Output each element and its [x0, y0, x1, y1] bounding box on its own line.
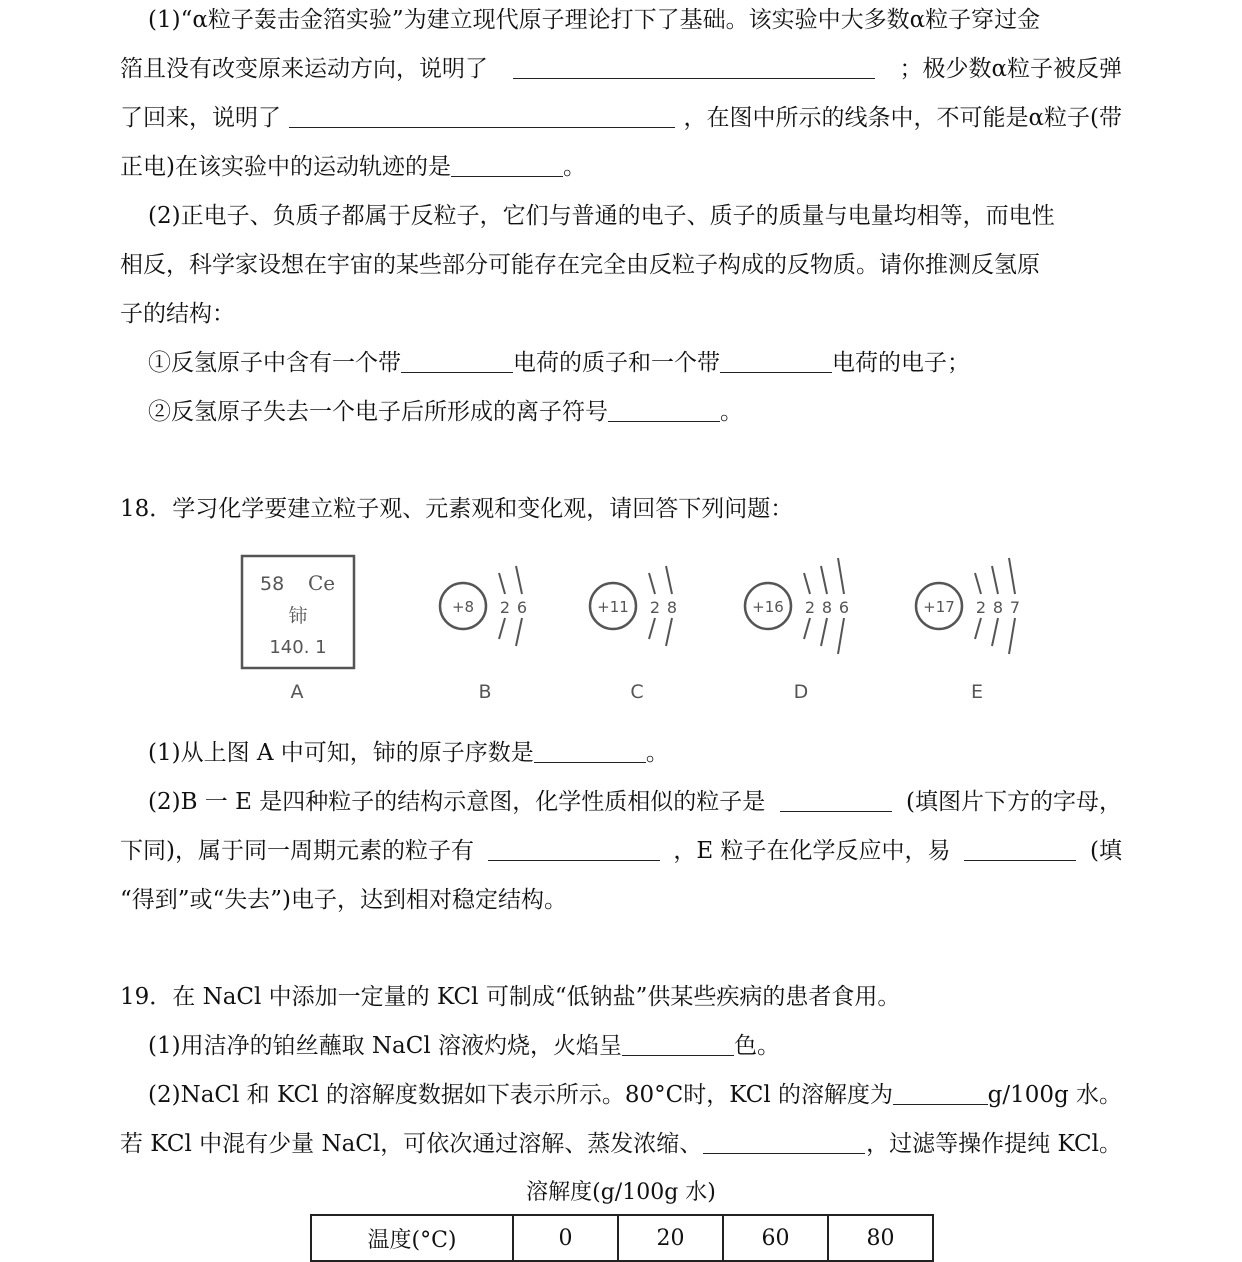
- q18-sub1: (1)从上图 A 中可知，铈的原子序数是 。: [148, 740, 669, 766]
- shell-electrons: 8: [992, 598, 1004, 617]
- answer-blank[interactable]: [451, 152, 563, 177]
- atom-diagram-e: [916, 558, 1020, 654]
- q18-stem: 18．学习化学要建立粒子观、元素观和变化观，请回答下列问题：: [120, 496, 794, 522]
- q19-sub1: (1)用洁净的铂丝蘸取 NaCl 溶液灼烧，火焰呈 色。: [148, 1033, 780, 1059]
- atomic-number: 58: [260, 573, 285, 595]
- nucleus-charge: +11: [597, 598, 629, 616]
- answer-blank[interactable]: [622, 1031, 734, 1056]
- atom-structure-figure: [230, 548, 1040, 708]
- label-c: C: [630, 681, 644, 703]
- shell-electrons: 2: [975, 598, 987, 617]
- q19-stem: 19．在 NaCl 中添加一定量的 KCl 可制成“低钠盐”供某些疾病的患者食用。: [120, 984, 901, 1010]
- answer-blank[interactable]: [289, 103, 675, 128]
- shell-electrons: 2: [649, 598, 661, 617]
- answer-blank[interactable]: [534, 738, 646, 763]
- shell-electrons: 6: [838, 598, 850, 617]
- shell-electrons: 6: [516, 598, 528, 617]
- table-header-cell: 0: [513, 1215, 618, 1261]
- q18-sub2-line-2: 下同)，属于同一周期元素的粒子有 ，E 粒子在化学反应中，易 (填: [120, 838, 1122, 864]
- atomic-mass: 140. 1: [269, 637, 327, 658]
- element-symbol: Ce: [308, 571, 336, 595]
- q19-sub2-line-2: 若 KCl 中混有少量 NaCl，可依次通过溶解、蒸发浓缩、 ，过滤等操作提纯 KCl。: [120, 1131, 1122, 1157]
- label-b: B: [478, 681, 492, 703]
- shell-electrons: 2: [804, 598, 816, 617]
- shell-electrons: 7: [1009, 598, 1021, 617]
- table-caption: 溶解度(g/100g 水): [526, 1180, 716, 1205]
- q17-line-6: 相反，科学家设想在宇宙的某些部分可能存在完全由反粒子构成的反物质。请你推测反氢原: [120, 252, 1040, 278]
- element-card: [242, 556, 354, 668]
- answer-blank[interactable]: [964, 836, 1076, 861]
- answer-blank[interactable]: [720, 348, 832, 373]
- table-header-cell: 温度(°C): [311, 1215, 513, 1261]
- q17-item-1: ①反氢原子中含有一个带 电荷的质子和一个带 电荷的电子；: [148, 350, 970, 376]
- q17-line-5: (2)正电子、负质子都属于反粒子，它们与普通的电子、质子的质量与电量均相等，而电性: [148, 203, 1055, 229]
- q18-sub2-line-3: “得到”或“失去”)电子，达到相对稳定结构。: [120, 887, 568, 913]
- nucleus-charge: +17: [923, 598, 955, 616]
- shell-electrons: 8: [666, 598, 678, 617]
- q18-sub2-line-1: (2)B 一 E 是四种粒子的结构示意图，化学性质相似的粒子是 (填图片下方的字母，: [148, 789, 1122, 815]
- table-header-cell: 80: [828, 1215, 933, 1261]
- q17-line-1: (1)“α粒子轰击金箔实验”为建立现代原子理论打下了基础。该实验中大多数α粒子穿过金: [148, 7, 1041, 33]
- q17-line-2: 箔且没有改变原来运动方向，说明了 ；极少数α粒子被反弹: [120, 56, 1122, 82]
- answer-blank[interactable]: [488, 836, 660, 861]
- q17-item-2: ②反氢原子失去一个电子后所形成的离子符号 。: [148, 399, 743, 425]
- answer-blank[interactable]: [703, 1129, 865, 1154]
- solubility-table: [310, 1214, 934, 1262]
- atom-diagram-c: [590, 566, 677, 646]
- q17-line-4: 正电)在该实验中的运动轨迹的是 。: [120, 154, 586, 180]
- answer-blank[interactable]: [893, 1080, 988, 1105]
- q17-line-3: 了回来，说明了 ，在图中所示的线条中，不可能是α粒子(带: [120, 105, 1122, 131]
- answer-blank[interactable]: [608, 397, 720, 422]
- atom-diagram-d: [745, 558, 849, 654]
- atom-diagram-b: [440, 566, 527, 646]
- label-a: A: [290, 681, 304, 703]
- nucleus-charge: +8: [451, 598, 475, 616]
- label-d: D: [793, 681, 809, 703]
- q17-line-7: 子的结构：: [120, 301, 235, 327]
- table-header-cell: 20: [618, 1215, 723, 1261]
- table-header-cell: 60: [723, 1215, 828, 1261]
- shell-electrons: 2: [499, 598, 511, 617]
- label-e: E: [970, 681, 984, 703]
- shell-electrons: 8: [821, 598, 833, 617]
- figure-labels: [291, 681, 984, 703]
- q19-sub2-line-1: (2)NaCl 和 KCl 的溶解度数据如下表示所示。80°C时，KCl 的溶解度为 g/100g 水。: [148, 1082, 1122, 1108]
- answer-blank[interactable]: [401, 348, 513, 373]
- answer-blank[interactable]: [513, 54, 875, 79]
- nucleus-charge: +16: [752, 598, 784, 616]
- answer-blank[interactable]: [780, 787, 892, 812]
- table-row: [311, 1215, 933, 1261]
- element-name: 铈: [288, 605, 308, 627]
